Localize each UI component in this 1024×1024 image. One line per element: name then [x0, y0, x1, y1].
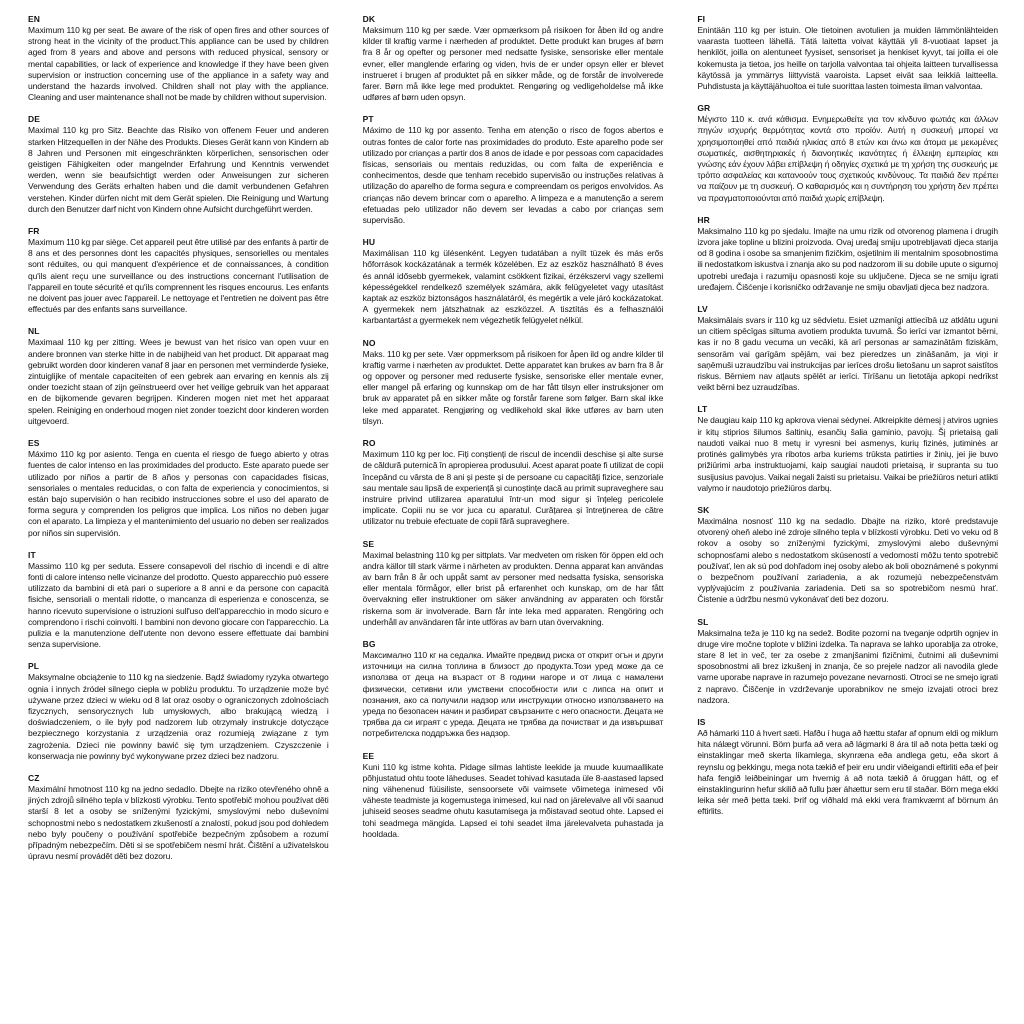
language-code-label: SL: [697, 616, 709, 627]
language-code-label: GR: [697, 103, 711, 114]
language-section-se: [363, 539, 664, 628]
safety-instruction-text: Að hámarki 110 á hvert sæti. Hafðu í huga að hættu stafar af opnum eldi og miklum hita nálægt vörunni. Börn þurfa að vera að lágmarki 8 ára til að nota þetta tæki og einstaklingar með skerta líkamlega, skynræna eða andlega getu, eða skort á reynslu og þekkingu, mega nota tækið ef þeir eru undir viðeigandi eftirliti eða ef þeir hafa fengið leiðbeiningar um hvernig á að nota tækið á öruggan hátt, og ef einstaklingurinn hefur skilið að fullu þær áhættur sem eru til staðar. Börn mega ekki leika sér með þetta tæki. Þrif og viðhald má ekki vera framkvæmt af börnum án eftirlits.: [697, 727, 998, 817]
language-code-label: IS: [697, 716, 706, 727]
safety-instruction-text: Maksimum 110 kg per sæde. Vær opmærksom på risikoen for åben ild og andre kilder til kraftig varme i nærheden af produktet. Dette produkt kan bruges af børn fra 8 år og opefter og personer med nedsatte fysiske, sensoriske eller mentale evner, eller manglende erfaring og viden, hvis de er under opsyn eller er blevet instrueret i brugen af produktet på en sikker måde, og de forstår de involverede farer. Børn må ikke lege med produktet. Rengøring og vedligeholdelse må ikke udføres af børn uden opsyn.: [362, 25, 664, 103]
safety-instruction-text: Ne daugiau kaip 110 kg apkrova vienai sėdynei. Atkreipkite dėmesį į atviros ugnies ir kitų stiprios šilumos šaltinių, esančių šalia gaminio, pavojų. Šį prietaisą gali naudoti vaikai nuo 8 metų ir vyresni bei asmenys, kurių fizinės, jutiminės ar protinės galimybės yra ribotos arba kuriems trūksta patirties ir žinių, jei jie buvo prižiūrimi arba instruktuojami, kaip saugiai naudoti prietaisą, ir supranta su tuo susijusius pavojus. Vaikai negali žaisti su prietaisu. Vaikai be priežiūros neturi atlikti valymo ir naudotojo priežiūros darbų.: [697, 415, 998, 493]
safety-instruction-text: Maksymalne obciążenie to 110 kg na siedzenie. Bądź świadomy ryzyka otwartego ognia i innych źródeł silnego ciepła w pobliżu produktu. To urządzenie może być używane przez dzieci w wieku od 8 lat oraz osoby o ograniczonych zdolnościach fizycznych, sensorycznych lub umysłowych, albo brakującą wiedzą i doświadczeniem, o ile były pod nadzorem lub otrzymały instrukcje dotyczące bezpiecznego korzystania z urządzenia oraz rozumieją związane z tym zagrożenia. Dzieci nie powinny bawić się tym urządzeniem. Czyszczenie i konserwacja nie powinny być wykonywane przez dzieci bez nadzoru.: [28, 672, 329, 761]
safety-instruction-text: Maximálisan 110 kg ülésenként. Legyen tudatában a nyílt tüzek és más erős hőforrások kockázatának a termék közelében. Ez az eszköz használható 8 éves és annál idősebb gyermekek, valamint csökkent fizikai, érzékszervi vagy szellemi képességekkel rendelkező személyek számára, akik felügyeletet vagy utasítást kaptak az eszköz biztonságos használatáról, és megértik a vele járó kockázatokat. A gyermekek nem játszhatnak az eszközzel. A tisztítás és a felhasználói karbantartást a gyermekek nem végezhetik felügyelet nélkül.: [362, 248, 664, 326]
language-code-label: LT: [697, 404, 708, 415]
language-section-fr: [28, 226, 329, 315]
language-code-label: ES: [28, 438, 40, 449]
language-section-cz: [28, 773, 329, 862]
safety-instruction-text: Максимално 110 кг на седалка. Имайте предвид риска от открит огън и други източници на силна топлина в близост до продукта.Този уред може да се използва от деца на възраст от 8 години нагоре и от лица с намалени физически, сетивни или умствени способности или с липса на опит и познания, ако са получили надзор или инструкции относно използването на уреда по безопасен начин и разбират свързаните с него опасности. Децата не трябва да си играят с уреда. Децата не трябва да почистват и да извършват потребителска поддръжка без надзор.: [362, 649, 664, 739]
language-code-label: NL: [28, 326, 40, 337]
language-code-label: LV: [697, 304, 708, 315]
safety-instruction-text: Kuni 110 kg istme kohta. Pidage silmas lahtiste leekide ja muude kuumaallikate põhjustatud ohtu toote läheduses. Seadet tohivad kasutada üle 8-aastased lapsed ning vähenenud füüsiliste, sensoorsete või vaimsete võimetega inimesed või väheste teadmiste ja kogemustega inimesed, kui nad on järelevalve all või saanud juhiseid seoses seadme ohutu kasutamisega ja mõistavad seotud ohte. Lapsed ei tohi seadmega mängida. Lapsed ei tohi seadet ilma järelevalveta puhastada ja hooldada.: [362, 761, 664, 839]
language-code-label: EN: [28, 14, 41, 24]
safety-instruction-text: Máximo 110 kg por asiento. Tenga en cuenta el riesgo de fuego abierto y otras fuentes de calor intenso en las proximidades del producto. Este aparato puede ser utilizado por niños a partir de 8 años y personas con capacidades físicas, sensoriales o mentales reducidas, o con falta de experiencia y conocimientos, si están bajo supervisión o han recibido instrucciones sobre el uso del aparato de forma segura y comprenden los peligros que implica. Los niños no deben jugar con el aparato. La limpieza y el mantenimiento del usuario no deben ser realizados por niños sin supervisión.: [28, 449, 329, 538]
safety-instruction-text: Maximal 110 kg pro Sitz. Beachte das Risiko von offenem Feuer und anderen starken Hitzequellen in der Nähe des Produkts. Dieses Gerät kann von Kindern ab 8 Jahren und Personen mit eingeschränkten körperlichen, sensorischen oder geistigen Fähigkeiten oder mangelnder Erfahrung und Kenntnis verwendet werden, wenn sie beaufsichtigt werden oder Anweisungen zur sicheren Verwendung des Geräts erhalten haben und die damit verbundenen Gefahren verstehen. Kinder dürfen nicht mit dem Gerät spielen. Die Reinigung und Wartung durch den Benutzer darf nicht von Kindern ohne Aufsicht durchgeführt werden.: [28, 125, 329, 214]
language-section-ro: [363, 438, 664, 527]
language-code-label: EE: [362, 750, 375, 761]
safety-instruction-text: Enintään 110 kg per istuin. Ole tietoinen avotulien ja muiden lämmönlähteiden vaarasta tuotteen lähellä. Tätä laitetta voivat käyttää yli 8-vuotiaat lapset ja henkilöt, joilla on alentuneet fyysiset, sensoriset ja henkiset kyvyt, tai joilla ei ole kokemusta ja tietoa, jos heille on tarjolla valvontaa tai ohjeita laitteen turvallisessa käytössä ja ymmärrys liittyvistä vaaroista. Lapset eivät saa leikkiä laitteella. Puhdistusta ja käyttäjähuoltoa ei tule suorittaa lasten toimesta ilman valvontaa.: [697, 25, 998, 92]
language-section-ee: [363, 751, 664, 840]
safety-instruction-text: Maximum 110 kg per loc. Fiți conștienți de riscul de incendii deschise și alte surse de căldură puternică în apropierea produsului. Acest aparat poate fi utilizat de copii începând cu vârsta de 8 ani și peste și de persoane cu capacități fizice, senzoriale sau mentale sau lipsă de experiență și cunoștințe dacă au primit supraveghere sau instruire privind utilizarea aparatului într-un mod sigur și înțeleg pericolele implicate. Copiii nu se vor juca cu aparatul. Curățarea și întreținerea de către utilizator nu trebuie efectuate de copii fără supraveghere.: [362, 449, 664, 527]
text-column: [697, 14, 998, 829]
safety-instruction-text: Maximálna nosnosť 110 kg na sedadlo. Dbajte na riziko, ktoré predstavuje otvorený oheň alebo iné zdroje silného tepla v blízkosti výrobku. Deti vo veku od 8 rokov a osoby so zníženými fyzickými, zmyslovými alebo duševnými schopnosťami alebo s nedostatkom skúseností a vedomostí môžu tento spotrebič používať, len ak sú pod dohľadom inej osoby alebo ak boli oboznámené s pokynmi o bezpečnom používaní zariadenia, a ak rozumejú nebezpečenstvám vyplývajúcim z používania zariadenia. Deti sa so spotrebičom nesmú hrať. Čistenie a údržbu nesmú vykonávať deti bez dozoru.: [697, 515, 998, 605]
language-section-nl: [28, 326, 329, 427]
language-code-label: PT: [362, 114, 374, 125]
language-section-no: [363, 338, 664, 427]
language-code-label: HR: [697, 214, 710, 225]
language-section-dk: [363, 14, 664, 103]
language-code-label: SK: [697, 504, 710, 515]
language-section-pt: [363, 114, 664, 226]
language-code-label: SE: [362, 538, 375, 549]
language-section-fi: [697, 14, 998, 92]
language-section-bg: [363, 639, 664, 740]
safety-instruction-text: Máximo de 110 kg por assento. Tenha em atenção o risco de fogos abertos e outras fontes de calor forte nas proximidades do produto. Este aparelho pode ser utilizado por crianças a partir dos 8 anos de idade e por pessoas com capacidades físicas, sensoriais ou mentais reduzidas, ou com falta de experiência e conhecimentos, desde que tenham recebido supervisão ou instruções relativas à utilização do aparelho de forma segura e compreendam os perigos envolvidos. As crianças não devem brincar com o aparelho. A limpeza e a manutenção a serem efetuadas pelo utilizador não devem ser levadas a cabo por crianças sem supervisão.: [362, 125, 664, 226]
language-section-en: [28, 14, 329, 103]
language-code-label: NO: [362, 337, 376, 348]
language-section-gr: [697, 103, 998, 204]
language-code-label: RO: [362, 438, 376, 449]
language-code-label: DK: [362, 14, 376, 24]
language-section-lv: [697, 304, 998, 393]
language-section-lt: [697, 404, 998, 493]
language-section-hu: [363, 237, 664, 326]
safety-instruction-text: Μέγιστο 110 κ. ανά κάθισμα. Ενημερωθείτε για τον κίνδυνο φωτιάς και άλλων πηγών ισχυρής θερμότητας κοντά στο προϊόν. Αυτή η συσκευή μπορεί να χρησιμοποιηθεί από παιδιά ηλικίας από 8 ετών και άνω και άτομα με μειωμένες σωματικές, αισθητηριακές ή διανοητικές ικανότητες ή έλλειψη εμπειρίας και γνώσης εάν έχουν λάβει επίβλεψη ή οδηγίες σχετικά με τη χρήση της συσκευής με τρόπο ασφαλείας και κατανοούν τους σχετικούς κινδύνους. Τα παιδιά δεν πρέπει να παίζουν με τη συσκευή. Ο καθαρισμός και η συντήρηση του χρήστη δεν πρέπει να πραγματοποιούνται από παιδιά χωρίς επίβλεψη.: [697, 114, 998, 203]
safety-instruction-text: Maximum 110 kg per seat. Be aware of the risk of open fires and other sources of strong heat in the vicinity of the product.This appliance can be used by children aged from 8 years and above and persons with reduced physical, sensory or mental capabilities, or lack of experience and knowledge if they have been given supervision or instruction concerning use of the appliance in a safety way and understand the hazards involved. Children shall not play with the appliance. Cleaning and user maintenance shall not be made by children without supervision.: [28, 25, 329, 103]
language-section-de: [28, 114, 329, 215]
safety-instruction-text: Maks. 110 kg per sete. Vær oppmerksom på risikoen for åpen ild og andre kilder til kraftig varme i nærheten av produktet. Dette apparatet kan brukes av barn fra 8 år og oppover og personer med reduserte fysiske, sensoriske eller mentale evner, eller mangel på erfaring og kunnskap om de har fått tilsyn eller instruksjoner om bruk av apparatet på en sikker måte og forstår farene som følger. Barn skal ikke leke med apparatet. Rengjøring og vedlikehold skal ikke utføres av barn uten tilsyn.: [362, 348, 664, 426]
language-section-it: [28, 550, 329, 651]
safety-instruction-text: Maximal belastning 110 kg per sittplats. Var medveten om risken för öppen eld och andra källor till stark värme i närheten av produkten. Denna apparat kan användas av barn från 8 år och uppåt samt av personer med nedsatta fysiska, sensoriska eller mentala förmågor, eller brist på erfarenhet och kunskap, om de har fått övervakning eller instruktioner om säker användning av apparaten och förstår riskerna som är involverade. Barn får inte leka med apparaten. Rengöring och underhåll av användaren får inte utföras av barn utan övervakning.: [362, 549, 664, 627]
safety-instruction-text: Maximaal 110 kg per zitting. Wees je bewust van het risico van open vuur en andere bronnen van sterke hitte in de nabijheid van het product. Dit apparaat mag gebruikt worden door kinderen vanaf 8 jaar en personen met verminderde fysieke, zintuiglijke of mentale capaciteiten of een gebrek aan ervaring en kennis als zij onder toezicht staan of zijn geïnstrueerd over het veilige gebruik van het apparaat en de bijkomende gevaren begrijpen. Kinderen mogen niet met het apparaat spelen. Reiniging en onderhoud mogen niet zonder toezicht door kinderen worden uitgevoerd.: [28, 337, 329, 426]
safety-instruction-text: Maximální hmotnost 110 kg na jedno sedadlo. Dbejte na riziko otevřeného ohně a jiných zdrojů silného tepla v blízkosti výrobku. Tento spotřebič mohou používat děti starší 8 let a osoby se sníženými fyzickými, smyslovými nebo duševními schopnostmi nebo s nedostatkem zkušeností a znalostí, pokud jsou pod dohledem nebo byly poučeny o používání spotřebiče bezpečným způsobem a rozumí případným nebezpečím. Děti si se spotřebičem nesmí hrát. Čištění a uživatelskou úpravu nesmí provádět děti bez dozoru.: [28, 783, 329, 862]
language-section-sl: [697, 617, 998, 706]
language-section-es: [28, 438, 329, 539]
language-section-hr: [697, 215, 998, 293]
safety-instruction-text: Maksimalno 110 kg po sjedalu. Imajte na umu rizik od otvorenog plamena i drugih izvora jake topline u blizini proizvoda. Ovaj uređaj smiju upotrebljavati djeca starija od 8 godina i osobe sa smanjenim fizičkim, osjetilnim ili mentalnim sposobnostima ili nedostatkom iskustva i znanja ako su pod nadzorom ili su dobile upute o sigurnoj upotrebi uređaja i razumiju opasnosti koje su uključene. Djeca se ne smiju igrati uređajem. Čišćenje i korisničko održavanje ne smiju obavljati djeca bez nadzora.: [697, 225, 998, 292]
language-section-sk: [697, 505, 998, 606]
language-code-label: HU: [362, 237, 376, 248]
language-section-pl: [28, 661, 329, 762]
language-code-label: DE: [28, 114, 41, 125]
text-column: [363, 14, 664, 851]
language-code-label: IT: [28, 549, 36, 560]
safety-instruction-text: Massimo 110 kg per seduta. Essere consapevoli del rischio di incendi e di altre fonti di calore intenso nelle vicinanze del prodotto. Questo apparecchio può essere utilizzato da bambini di età pari o superiore a 8 anni e da persone con capacità fisiche, sensoriali o mentali ridotte, o mancanza di esperienza e conoscenza, se hanno ricevuto supervisione o istruzioni sull'uso dell'apparecchio in modo sicuro e comprendono i rischi coinvolti. I bambini non devono giocare con l'apparecchio. La pulizia e la manutenzione dell'utente non devono essere effettuate dai bambini senza supervisione.: [28, 560, 329, 650]
safety-instruction-text: Maksimālais svars ir 110 kg uz sēdvietu. Esiet uzmanīgi attiecībā uz atklātu uguni un citiem spēcīgas siltuma avotiem produkta tuvumā. Šo ierīci var izmantot bērni, kas ir no 8 gadu vecuma un vecāki, kā arī personas ar samazinātām fiziskām, sensorām vai garīgām spējām, vai bez pieredzes un zināšanām, ja viņi ir saņēmuši uzraudzību vai instrukcijas par ierīces drošu lietošanu un saprot saistītos riskus. Bērniem nav atļauts spēlēt ar ierīci. Tīrīšanu un lietotāja apkopi nedrīkst veikt bērni bez uzraudzības.: [697, 315, 998, 393]
text-column: [28, 14, 329, 873]
language-code-label: FR: [28, 226, 40, 237]
safety-instruction-text: Maximum 110 kg par siège. Cet appareil peut être utilisé par des enfants à partir de 8 ans et des personnes dont les capacités physiques, sensorielles ou mentales sont réduites, ou qui manquent d'expérience et de connaissances, à condition qu'ils aient reçu une surveillance ou des instructions concernant l'utilisation de l'appareil en toute sécurité et qu'ils comprennent les risques encourus. Les enfants ne doivent pas jouer avec l'appareil. Le nettoyage et l'entretien ne doivent pas être effectués par des enfants sans surveillance.: [28, 237, 329, 315]
language-code-label: PL: [28, 661, 40, 672]
language-code-label: BG: [362, 638, 376, 649]
safety-instruction-text: Maksimalna teža je 110 kg na sedež. Bodite pozorni na tveganje odprtih ognjev in druge vire močne toplote v bližini izdelka. Ta naprava se lahko uporablja za otroke, stare 8 let in več, ter za osebe z zmanjšanimi fizičnimi, čutnimi ali duševnimi sposobnostmi ali brez izkušenj in znanja, če so prejele nadzor ali navodila glede varne uporabe naprave in razumejo povezane nevarnosti. Otroci se ne smejo igrati z napravo. Čiščenje in vzdrževanje uporabnikov ne smejo izvajati otroci brez nadzora.: [697, 627, 998, 705]
language-code-label: FI: [697, 14, 706, 24]
language-code-label: CZ: [28, 772, 40, 783]
columns-container: [28, 14, 998, 873]
language-section-is: [697, 717, 998, 818]
